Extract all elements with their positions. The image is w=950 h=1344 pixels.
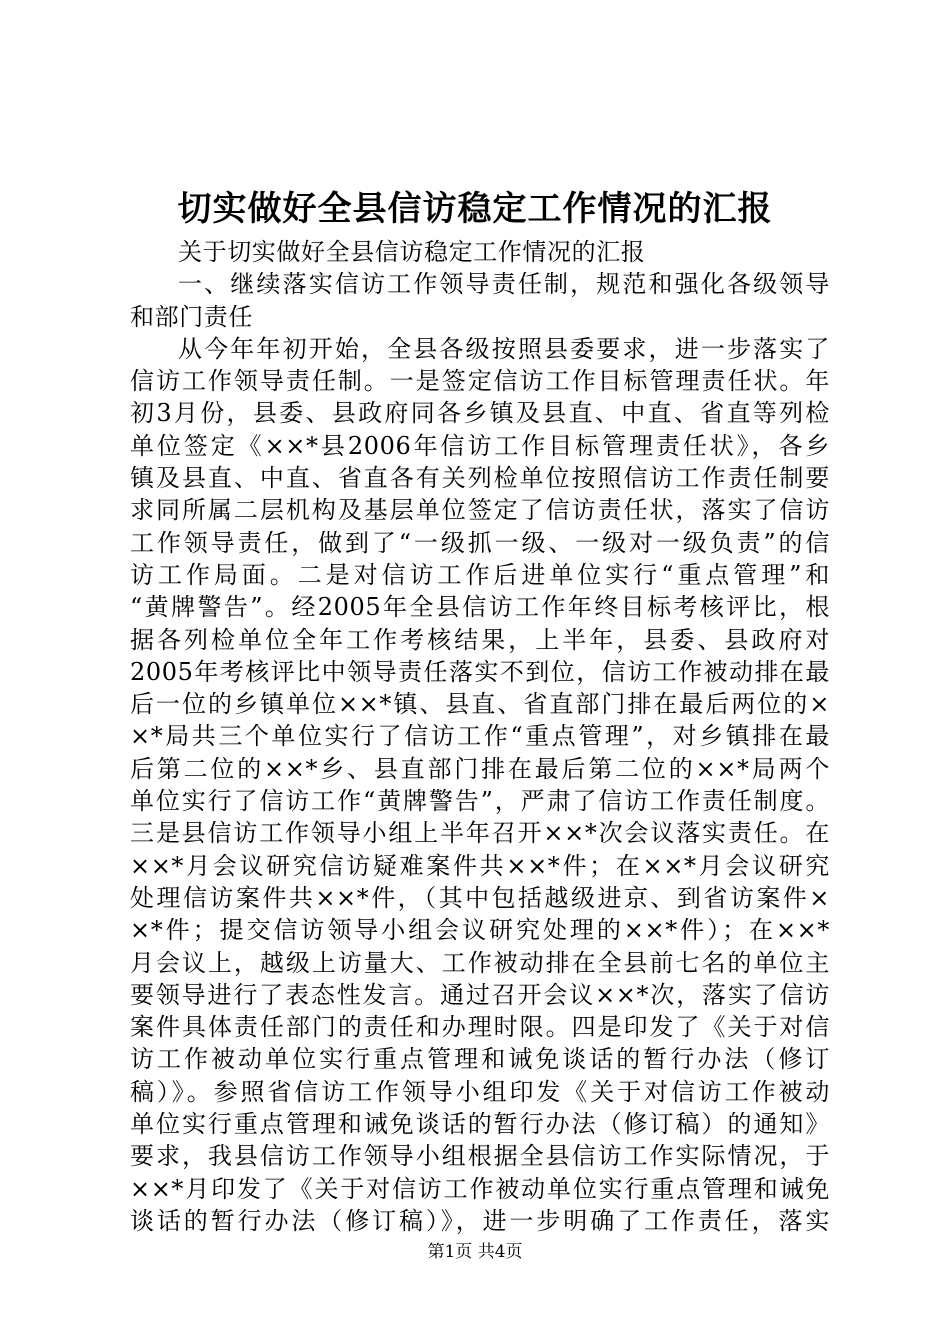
heading-line: 和部门责任 [130,302,253,331]
body-line: 三是县信访工作领导小组上半年召开××*次会议落实责任。在 [130,819,830,848]
subtitle-line: 关于切实做好全县信访稳定工作情况的汇报 [178,238,646,266]
body-line: 要领导进行了表态性发言。通过召开会议××*次，落实了信访 [130,980,830,1009]
body-line: 单位实行重点管理和诫免谈话的暂行办法（修订稿）的通知》 [130,1110,830,1139]
body-line: 处理信访案件共××*件，（其中包括越级进京、到省访案件× [130,883,830,912]
body-line: 初3月份，县委、县政府同各乡镇及县直、中直、省直等列检 [130,399,830,428]
body-line: 工作领导责任，做到了“一级抓一级、一级对一级负责”的信 [130,528,830,557]
heading-line: 一、继续落实信访工作领导责任制，规范和强化各级领导 [178,270,830,299]
body-line: 稿）》。参照省信访工作领导小组印发《关于对信访工作被动 [130,1077,830,1106]
body-line: 2005年考核评比中领导责任落实不到位，信访工作被动排在最 [130,657,830,686]
body-line: 镇及县直、中直、省直各有关列检单位按照信访工作责任制要 [130,464,830,493]
body-line: 访工作被动单位实行重点管理和诫免谈话的暂行办法（修订 [130,1045,830,1074]
document-title: 切实做好全县信访稳定工作情况的汇报 [177,189,773,229]
body-line: 单位签定《××*县2006年信访工作目标管理责任状》，各乡 [130,431,830,460]
body-line: 据各列检单位全年工作考核结果，上半年，县委、县政府对 [130,625,830,654]
body-line: ×*局共三个单位实行了信访工作“重点管理”，对乡镇排在最 [130,722,830,751]
body-line: 案件具体责任部门的责任和办理时限。四是印发了《关于对信 [130,1013,830,1042]
body-line: ×*件；提交信访领导小组会议研究处理的××*件）；在××* [130,916,830,945]
body-line: ××*月印发了《关于对信访工作被动单位实行重点管理和诫免 [130,1174,830,1203]
body-line: 要求，我县信访工作领导小组根据全县信访工作实际情况，于 [130,1142,830,1171]
body-line: 谈话的暂行办法（修订稿）》，进一步明确了工作责任，落实 [130,1206,830,1235]
body-line: 从今年年初开始，全县各级按照县委要求，进一步落实了 [178,334,830,363]
body-line: ××*月会议研究信访疑难案件共××*件；在××*月会议研究 [130,851,830,880]
body-line: 求同所属二层机构及基层单位签定了信访责任状，落实了信访 [130,496,830,525]
body-line: 后一位的乡镇单位××*镇、县直、省直部门排在最后两位的× [130,690,830,719]
body-line: 月会议上，越级上访量大、工作被动排在全县前七名的单位主 [130,948,830,977]
document-body [130,236,830,1237]
body-line: 访工作局面。二是对信访工作后进单位实行“重点管理”和 [130,560,830,589]
body-line: 单位实行了信访工作“黄牌警告”，严肃了信访工作责任制度。 [130,787,830,816]
body-line: 信访工作领导责任制。一是签定信访工作目标管理责任状。年 [130,367,830,396]
page-number: 第1页 共4页 [427,1242,523,1262]
body-line: 后第二位的××*乡、县直部门排在最后第二位的××*局两个 [130,754,830,783]
body-line: “黄牌警告”。经2005年全县信访工作年终目标考核评比，根 [130,593,830,622]
